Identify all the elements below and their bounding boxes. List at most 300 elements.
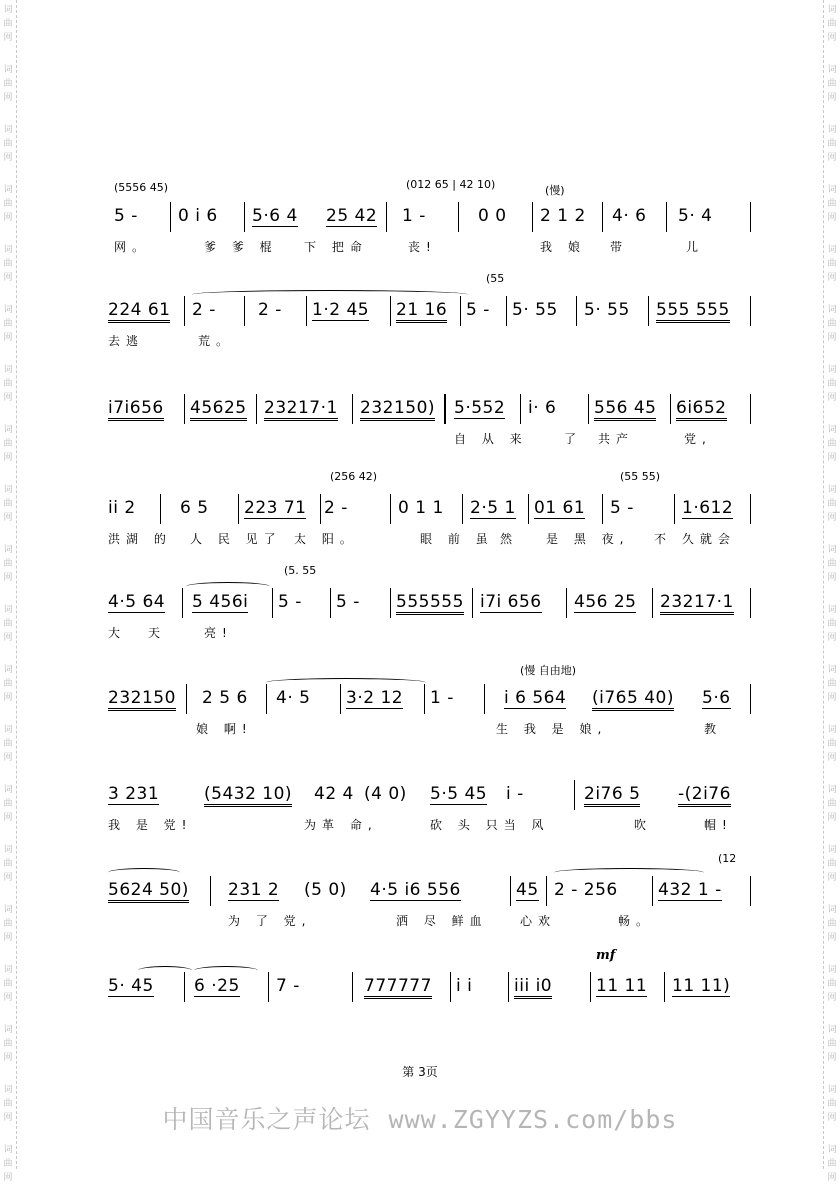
notation-row — [108, 876, 753, 906]
lyric: 不 久就会 — [654, 532, 736, 546]
measure: 5·6 — [702, 688, 731, 708]
side-watermark-char: 网 — [3, 1113, 13, 1123]
lyric: 然 — [500, 532, 519, 546]
barline — [330, 588, 331, 618]
side-watermark-char: 词 — [827, 725, 837, 735]
side-watermark-char: 网 — [3, 1053, 13, 1063]
measure: 2 5 6 — [202, 688, 248, 708]
barline — [750, 684, 751, 714]
lyric: 为 了 党, — [228, 914, 312, 928]
barline — [184, 972, 185, 1002]
side-watermark-char: 曲 — [3, 259, 13, 269]
measure: 777777 — [364, 976, 432, 999]
lyrics-row — [108, 430, 753, 448]
score-system-5 — [108, 564, 753, 650]
side-watermark-char: 词 — [3, 905, 13, 915]
side-watermark-char: 词 — [827, 845, 837, 855]
side-watermark-char: 词 — [827, 65, 837, 75]
side-watermark-char: 曲 — [827, 1099, 837, 1109]
measure: i - — [506, 784, 524, 804]
measure: 5 - — [336, 592, 360, 612]
right-watermark-strip — [823, 0, 840, 1183]
side-watermark-char: 词 — [3, 1025, 13, 1035]
barline — [210, 876, 211, 906]
barline — [352, 394, 353, 424]
side-watermark-char: 网 — [3, 333, 13, 343]
barline — [590, 972, 591, 1002]
side-watermark-char: 曲 — [3, 1039, 13, 1049]
barline — [506, 296, 507, 326]
lyric: 我 是 党! — [108, 818, 193, 832]
measure: 2·5 1 — [470, 498, 516, 518]
measure: i7i656 — [108, 398, 164, 421]
side-watermark-char: 词 — [827, 1085, 837, 1095]
barline — [574, 780, 575, 810]
barline — [750, 202, 751, 232]
annotation: (55 55) — [620, 470, 661, 483]
measure: 5· 55 — [512, 300, 558, 320]
side-watermark-char: 网 — [827, 1173, 837, 1183]
side-watermark-char: 曲 — [827, 799, 837, 809]
side-watermark-char: 网 — [3, 453, 13, 463]
side-watermark-char: 曲 — [827, 919, 837, 929]
measure: 23217·1 — [660, 592, 734, 615]
barline — [508, 972, 509, 1002]
measure: 3·2 12 — [346, 688, 404, 708]
side-watermark-char: 曲 — [3, 319, 13, 329]
lyrics-row — [108, 816, 753, 834]
side-watermark-char: 网 — [3, 573, 13, 583]
side-watermark-char: 网 — [827, 213, 837, 223]
notation-row — [108, 684, 753, 714]
notation-row — [108, 780, 753, 810]
side-watermark-char: 曲 — [827, 859, 837, 869]
notation-row — [108, 494, 753, 524]
lyric: 是 黑 夜, — [546, 532, 630, 546]
side-watermark-char: 词 — [827, 125, 837, 135]
score-system-6 — [108, 660, 753, 746]
measure: 223 71 — [244, 498, 307, 518]
barline — [460, 296, 461, 326]
measure: 2 - — [258, 300, 282, 320]
measure: 45 — [516, 880, 539, 900]
side-watermark-char: 网 — [3, 753, 13, 763]
side-watermark-char: 曲 — [3, 439, 13, 449]
side-watermark-char: 曲 — [827, 499, 837, 509]
side-watermark-char: 词 — [827, 425, 837, 435]
barline — [306, 296, 307, 326]
side-watermark-char: 词 — [3, 965, 13, 975]
measure: 4·5 i6 556 — [370, 880, 461, 900]
side-watermark-char: 词 — [3, 425, 13, 435]
side-watermark-char: 曲 — [827, 139, 837, 149]
measure: 1·612 — [682, 498, 734, 518]
lyric: 洒 尽 鲜血 — [396, 914, 488, 928]
side-watermark-char: 网 — [827, 873, 837, 883]
measure: 224 61 — [108, 300, 170, 323]
lyrics-row — [108, 530, 753, 548]
side-watermark-char: 网 — [827, 513, 837, 523]
barline — [170, 202, 171, 232]
lyrics-row — [108, 720, 753, 738]
barline — [602, 202, 603, 232]
measure: 5·552 — [454, 398, 506, 418]
measure: 2 - — [324, 498, 348, 518]
side-watermark-char: 曲 — [3, 199, 13, 209]
measure: i 6 564 — [504, 688, 567, 708]
barline — [424, 684, 425, 714]
side-watermark-char: 词 — [827, 185, 837, 195]
barline — [272, 588, 273, 618]
barline — [602, 494, 603, 524]
side-watermark-char: 词 — [3, 605, 13, 615]
side-watermark-char: 词 — [3, 845, 13, 855]
measure: i i — [456, 976, 473, 996]
side-watermark-char: 网 — [827, 753, 837, 763]
side-watermark-char: 词 — [3, 1085, 13, 1095]
page-number: 第 3页 — [402, 1065, 438, 1079]
measure: 232150) — [360, 398, 435, 421]
lyric: 我 娘 — [540, 240, 586, 254]
side-watermark-char: 网 — [3, 933, 13, 943]
side-watermark-char: 网 — [3, 33, 13, 43]
side-watermark-char: 曲 — [3, 1099, 13, 1109]
side-watermark-char: 曲 — [3, 499, 13, 509]
barline — [390, 588, 391, 618]
side-watermark-char: 网 — [827, 933, 837, 943]
measure: 5· 4 — [678, 206, 713, 226]
lyric: 生 我 是 娘, — [496, 722, 608, 736]
side-watermark-char: 词 — [827, 965, 837, 975]
lyric: 下 把命 — [304, 240, 368, 254]
barline — [472, 588, 473, 618]
annotation: (慢) — [545, 184, 565, 197]
score-system-7 — [108, 756, 753, 842]
barline — [458, 202, 459, 232]
side-watermark-char: 网 — [3, 273, 13, 283]
side-watermark-char: 曲 — [3, 19, 13, 29]
side-watermark-char: 曲 — [827, 739, 837, 749]
barline — [750, 588, 751, 618]
dynamic-marking: mf — [596, 948, 616, 963]
measure: 5· 45 — [108, 976, 154, 996]
measure: 42 4 — [314, 784, 354, 804]
lyric: 砍 头 只当 风 — [430, 818, 550, 832]
measure: 25 42 — [326, 206, 378, 226]
side-watermark-char: 曲 — [3, 739, 13, 749]
side-watermark-char: 词 — [827, 1145, 837, 1155]
annotation: (12 — [718, 852, 737, 865]
side-watermark-char: 词 — [827, 665, 837, 675]
barline — [750, 394, 751, 424]
lyric: 网。 — [114, 240, 151, 254]
barline — [160, 494, 161, 524]
barline — [532, 202, 533, 232]
measure: 5·6 4 — [252, 206, 298, 226]
side-watermark-char: 词 — [3, 365, 13, 375]
measure: 2 1 2 — [540, 206, 586, 226]
measure: 1·2 45 — [312, 300, 370, 320]
score-system-4 — [108, 470, 753, 556]
side-watermark-char: 词 — [827, 245, 837, 255]
side-watermark-char: 网 — [3, 993, 13, 1003]
measure: 23217·1 — [264, 398, 338, 421]
measure: (4 0) — [364, 784, 407, 804]
side-watermark-char: 曲 — [827, 379, 837, 389]
measure: 232150 — [108, 688, 176, 711]
lyric: 自 从 来 — [454, 432, 528, 446]
measure: (5 0) — [304, 880, 347, 900]
annotation: (5556 45) — [114, 181, 169, 194]
side-watermark-char: 网 — [3, 153, 13, 163]
barline — [444, 394, 446, 424]
barline — [256, 394, 257, 424]
lyrics-row — [108, 912, 753, 930]
lyric: 带 — [610, 240, 629, 254]
side-watermark-char: 网 — [3, 93, 13, 103]
side-watermark-char: 网 — [827, 93, 837, 103]
side-watermark-char: 词 — [3, 305, 13, 315]
side-watermark-char: 词 — [3, 125, 13, 135]
measure: (5432 10) — [204, 784, 292, 807]
measure: 555 555 — [656, 300, 730, 323]
side-watermark-char: 词 — [3, 785, 13, 795]
lyric: 儿 — [686, 240, 705, 254]
lyric: 天 — [148, 626, 167, 640]
barline — [320, 494, 321, 524]
side-watermark-char: 网 — [827, 453, 837, 463]
side-watermark-char: 词 — [827, 1025, 837, 1035]
side-watermark-char: 网 — [3, 873, 13, 883]
side-watermark-char: 曲 — [827, 619, 837, 629]
measure: 6i652 — [676, 398, 727, 421]
measure: 5· 55 — [584, 300, 630, 320]
annotation: (256 42) — [330, 470, 378, 483]
barline — [462, 494, 463, 524]
measure: 5 - — [610, 498, 634, 518]
barline — [750, 494, 751, 524]
barline — [386, 202, 387, 232]
barline — [352, 972, 353, 1002]
measure: 4·5 64 — [108, 592, 166, 612]
lyric: 帽! — [704, 818, 733, 832]
side-watermark-char: 曲 — [3, 919, 13, 929]
side-watermark-char: 词 — [827, 365, 837, 375]
barline — [546, 876, 547, 906]
measure: i· 6 — [528, 398, 557, 418]
side-watermark-char: 词 — [3, 665, 13, 675]
barline — [750, 876, 751, 906]
barline — [244, 202, 245, 232]
barline — [670, 394, 671, 424]
side-watermark-char: 曲 — [827, 79, 837, 89]
measure: 4· 6 — [612, 206, 647, 226]
side-watermark-char: 词 — [827, 785, 837, 795]
notation-row — [108, 202, 753, 232]
side-watermark-char: 网 — [3, 513, 13, 523]
score-system-3 — [108, 370, 753, 456]
measure: 6 5 — [180, 498, 209, 518]
footer-watermark — [0, 1100, 840, 1136]
barline — [520, 394, 521, 424]
barline — [528, 494, 529, 524]
side-watermark-char: 曲 — [3, 79, 13, 89]
watermark-url: www.ZGYYZS.com/bbs — [388, 1105, 678, 1134]
measure: 0 1 1 — [398, 498, 444, 518]
barline — [184, 296, 185, 326]
measure: 11 11 — [596, 976, 648, 996]
measure: 0 0 — [478, 206, 507, 226]
notation-row — [108, 394, 753, 424]
side-watermark-char: 词 — [827, 305, 837, 315]
side-watermark-char: 网 — [827, 813, 837, 823]
side-watermark-char: 网 — [3, 1173, 13, 1183]
lyric: 洪湖 的 — [108, 532, 172, 546]
notation-row — [108, 972, 753, 1002]
side-watermark-char: 曲 — [3, 379, 13, 389]
side-watermark-char: 网 — [827, 333, 837, 343]
measure: 5 - — [278, 592, 302, 612]
side-watermark-char: 曲 — [827, 559, 837, 569]
measure: 456 25 — [574, 592, 637, 612]
measure: iii i0 — [514, 976, 552, 999]
barline — [266, 684, 267, 714]
side-watermark-char: 曲 — [827, 679, 837, 689]
side-watermark-char: 词 — [827, 5, 837, 15]
side-watermark-char: 网 — [827, 273, 837, 283]
measure: 3 231 — [108, 784, 160, 804]
barline — [674, 494, 675, 524]
score-system-8 — [108, 852, 753, 938]
measure: 231 2 — [228, 880, 280, 900]
lyrics-row — [108, 624, 753, 642]
measure: 5624 50) — [108, 880, 189, 903]
side-watermark-char: 曲 — [3, 799, 13, 809]
barline — [566, 588, 567, 618]
measure: 01 61 — [534, 498, 586, 518]
barline — [588, 394, 589, 424]
barline — [664, 972, 665, 1002]
side-watermark-char: 网 — [827, 993, 837, 1003]
barline — [184, 394, 185, 424]
score-system-9 — [108, 948, 753, 1034]
lyric: 爹 爹 棍 — [204, 240, 278, 254]
measure: 1 - — [430, 688, 454, 708]
side-watermark-char: 曲 — [3, 979, 13, 989]
lyric: 共产 — [598, 432, 635, 446]
side-watermark-char: 网 — [827, 1113, 837, 1123]
annotation: (5. 55 — [284, 564, 317, 577]
lyric: 教 — [704, 722, 723, 736]
measure: 2 - — [192, 300, 216, 320]
lyrics-row — [108, 238, 753, 256]
side-watermark-char: 词 — [3, 1145, 13, 1155]
lyric: 太 阳。 — [294, 532, 358, 546]
side-watermark-char: 曲 — [827, 439, 837, 449]
side-watermark-char: 曲 — [827, 259, 837, 269]
side-watermark-char: 曲 — [3, 139, 13, 149]
side-watermark-char: 词 — [3, 545, 13, 555]
side-watermark-char: 曲 — [827, 319, 837, 329]
measure: 5 456i — [192, 592, 249, 612]
side-watermark-char: 曲 — [827, 979, 837, 989]
lyric: 丧! — [408, 240, 437, 254]
measure: 2i76 5 — [584, 784, 640, 807]
side-watermark-char: 网 — [827, 693, 837, 703]
side-watermark-char: 词 — [827, 905, 837, 915]
score-system-2 — [108, 272, 753, 358]
side-watermark-char: 网 — [827, 153, 837, 163]
measure: 2 - 256 — [554, 880, 618, 900]
barline — [652, 588, 653, 618]
side-watermark-char: 网 — [3, 393, 13, 403]
barline — [340, 684, 341, 714]
measure: 555555 — [396, 592, 464, 615]
measure: 6 ·25 — [194, 976, 240, 996]
lyric: 党, — [684, 432, 712, 446]
side-watermark-char: 曲 — [827, 19, 837, 29]
side-watermark-char: 网 — [827, 573, 837, 583]
lyric: 去逃 — [108, 334, 145, 348]
side-watermark-char: 曲 — [3, 1159, 13, 1169]
lyrics-row — [108, 332, 753, 350]
barline — [648, 296, 649, 326]
barline — [510, 876, 511, 906]
side-watermark-char: 网 — [3, 213, 13, 223]
lyric: 荒。 — [198, 334, 235, 348]
barline — [666, 202, 667, 232]
side-watermark-char: 词 — [3, 65, 13, 75]
lyric: 大 — [108, 626, 127, 640]
measure: 5 - — [466, 300, 490, 320]
measure: 45625 — [190, 398, 247, 421]
measure: 7 - — [276, 976, 300, 996]
lyric: 眼 前 虽 — [420, 532, 494, 546]
side-watermark-char: 网 — [3, 813, 13, 823]
notation-row — [108, 588, 753, 618]
barline — [244, 296, 245, 326]
measure: 432 1 - — [658, 880, 722, 900]
side-watermark-char: 网 — [3, 693, 13, 703]
score-system-1 — [108, 178, 753, 264]
lyric: 畅。 — [618, 914, 655, 928]
left-watermark-strip — [0, 0, 17, 1183]
side-watermark-char: 词 — [3, 725, 13, 735]
side-watermark-char: 曲 — [827, 1159, 837, 1169]
side-watermark-char: 曲 — [3, 679, 13, 689]
barline — [450, 972, 451, 1002]
side-watermark-char: 曲 — [3, 619, 13, 629]
barline — [238, 494, 239, 524]
measure: 4· 5 — [276, 688, 311, 708]
barline — [390, 494, 391, 524]
annotation: (慢 自由地) — [520, 664, 577, 677]
barline — [750, 296, 751, 326]
side-watermark-char: 曲 — [827, 199, 837, 209]
side-watermark-char: 词 — [3, 5, 13, 15]
lyric: 为革 命, — [304, 818, 378, 832]
annotation: (55 — [486, 272, 505, 285]
side-watermark-char: 网 — [827, 393, 837, 403]
watermark-title: 中国音乐之声论坛 — [162, 1105, 371, 1134]
side-watermark-char: 曲 — [827, 1039, 837, 1049]
lyric: 亮! — [204, 626, 233, 640]
barline — [652, 876, 653, 906]
side-watermark-char: 网 — [827, 1053, 837, 1063]
lyric: 人 民 见了 — [190, 532, 282, 546]
measure: ii 2 — [108, 498, 136, 518]
side-watermark-char: 网 — [827, 33, 837, 43]
